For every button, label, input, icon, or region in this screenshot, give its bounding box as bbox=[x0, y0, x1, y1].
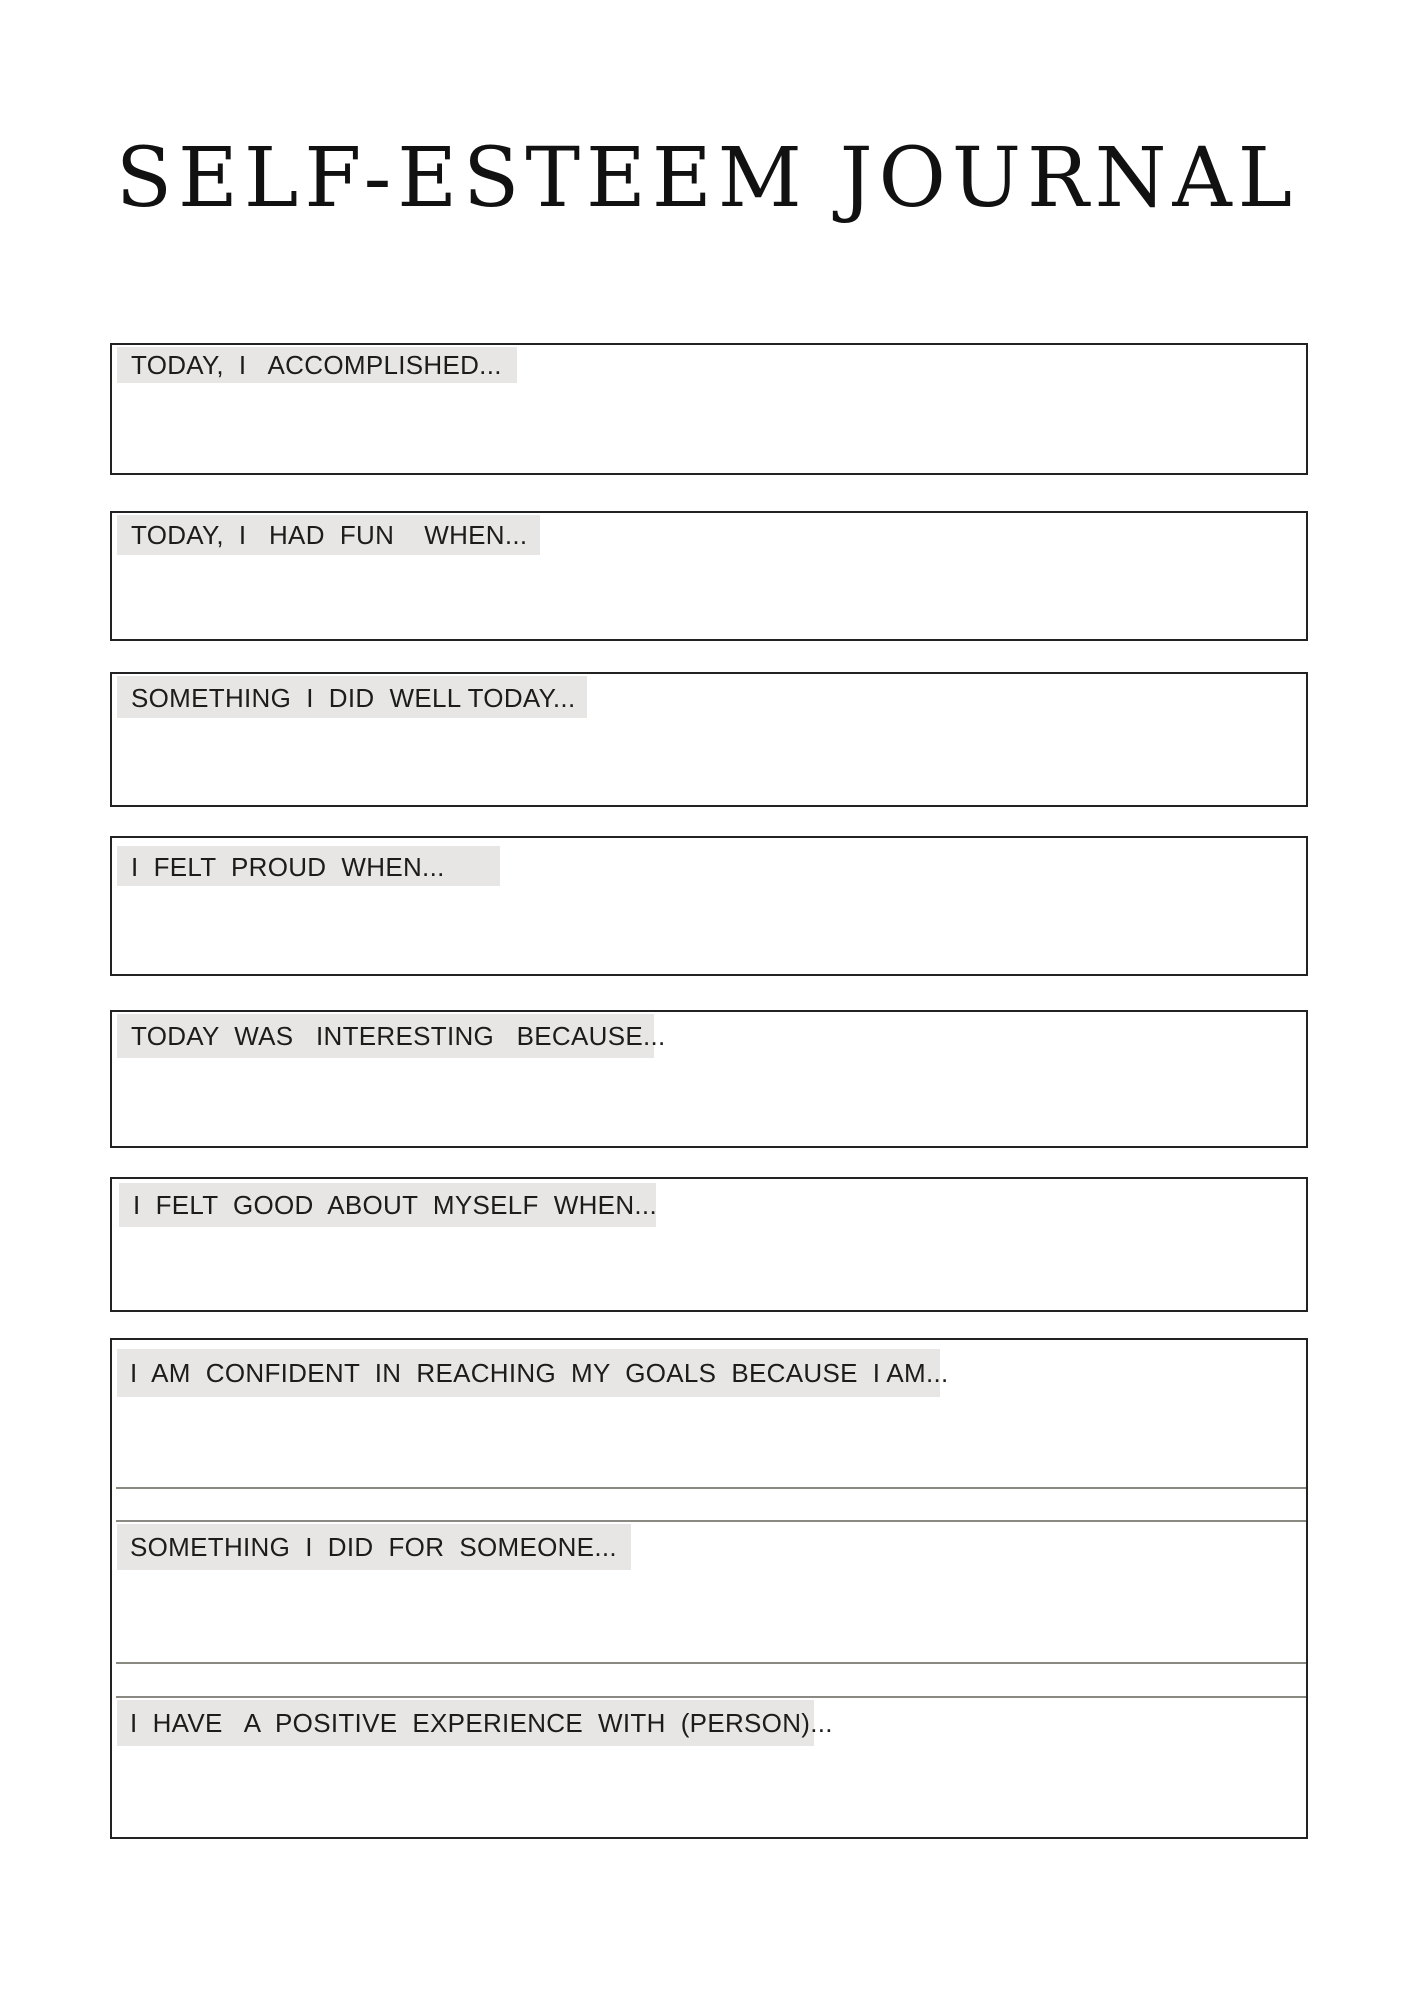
section-divider bbox=[116, 1696, 1306, 1698]
prompt-label-interesting: TODAY WAS INTERESTING BECAUSE... bbox=[117, 1014, 654, 1058]
prompt-label-confident: I AM CONFIDENT IN REACHING MY GOALS BECAUSE I AM... bbox=[117, 1349, 940, 1397]
journal-entry-box-had-fun[interactable] bbox=[110, 511, 1308, 641]
prompt-label-positive-experience: I HAVE A POSITIVE EXPERIENCE WITH (PERSON)... bbox=[117, 1700, 814, 1746]
prompt-label-accomplished: TODAY, I ACCOMPLISHED... bbox=[117, 347, 517, 383]
prompt-label-felt-proud: I FELT PROUD WHEN... bbox=[117, 846, 500, 886]
journal-entry-area-confident[interactable] bbox=[116, 1397, 1304, 1487]
journal-entry-box-felt-proud[interactable] bbox=[110, 836, 1308, 976]
prompt-label-felt-good: I FELT GOOD ABOUT MYSELF WHEN... bbox=[119, 1183, 656, 1227]
prompt-label-did-for-someone: SOMETHING I DID FOR SOMEONE... bbox=[117, 1524, 631, 1570]
journal-entry-area-did-for-someone[interactable] bbox=[116, 1572, 1304, 1660]
page-title: SELF-ESTEEM JOURNAL bbox=[115, 131, 1299, 226]
journal-entry-box-did-well[interactable] bbox=[110, 672, 1308, 807]
section-divider bbox=[116, 1662, 1306, 1664]
prompt-label-had-fun: TODAY, I HAD FUN WHEN... bbox=[117, 515, 540, 555]
journal-entry-box-felt-good[interactable] bbox=[110, 1177, 1308, 1312]
journal-entry-box-accomplished[interactable] bbox=[110, 343, 1308, 475]
journal-entry-box-interesting[interactable] bbox=[110, 1010, 1308, 1148]
section-divider bbox=[116, 1520, 1306, 1522]
prompt-label-did-well: SOMETHING I DID WELL TODAY... bbox=[117, 676, 587, 718]
journal-entry-area-positive-experience[interactable] bbox=[116, 1748, 1304, 1834]
section-divider bbox=[116, 1487, 1306, 1489]
